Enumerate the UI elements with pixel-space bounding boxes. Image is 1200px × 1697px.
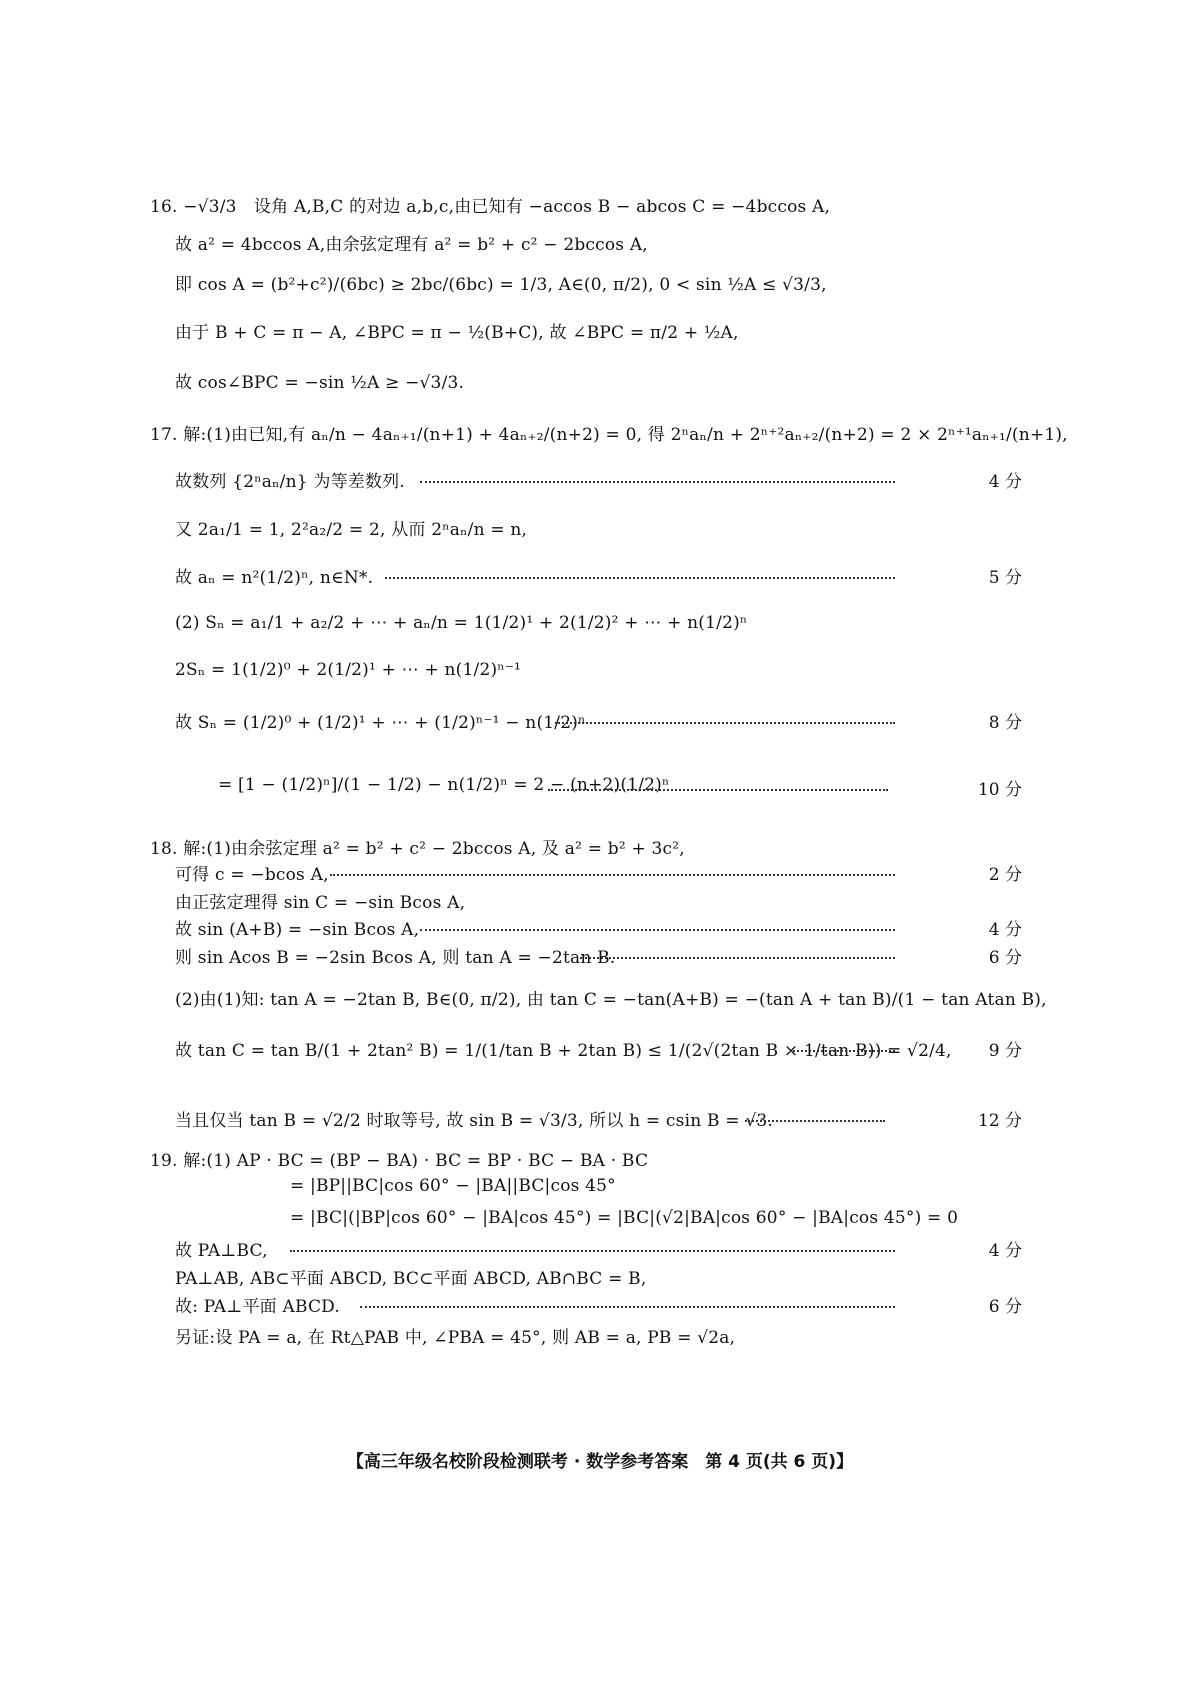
- p18-leader-2: [420, 929, 895, 931]
- p18-leader-4: [790, 1050, 895, 1052]
- p17-line-1: 17. 解:(1)由已知,有 aₙ/n − 4aₙ₊₁/(n+1) + 4aₙ₊₂/(n+2) = 0, 得 2ⁿaₙ/n + 2ⁿ⁺²aₙ₊₂/(n+2) = 2 × 2ⁿ⁺¹aₙ₊₁/(n+1),: [150, 425, 1068, 445]
- p18-leader-1: [330, 874, 895, 876]
- p17-line-4: 故 aₙ = n²(1/2)ⁿ, n∈N*.: [175, 568, 374, 588]
- p18-line-6: (2)由(1)知: tan A = −2tan B, B∈(0, π/2), 由 tan C = −tan(A+B) = −(tan A + tan B)/(1 − tan Atan B),: [175, 990, 1047, 1010]
- p18-leader-3: [580, 957, 895, 959]
- p18-score-4: 9 分: [988, 1041, 1022, 1061]
- p18-score-2: 4 分: [988, 920, 1022, 940]
- p16-line-5: 故 cos∠BPC = −sin ½A ≥ −√3/3.: [175, 373, 465, 393]
- p17-leader-3: [555, 722, 895, 724]
- p19-line-1: 19. 解:(1) AP · BC = (BP − BA) · BC = BP · BC − BA · BC: [150, 1151, 649, 1171]
- p18-line-7: 故 tan C = tan B/(1 + 2tan² B) = 1/(1/tan B + 2tan B) ≤ 1/(2√(2tan B × 1/tan B)) = √2/4,: [175, 1041, 952, 1061]
- p17-line-2: 故数列 {2ⁿaₙ/n} 为等差数列.: [175, 472, 405, 492]
- p17-line-8: = [1 − (1/2)ⁿ]/(1 − 1/2) − n(1/2)ⁿ = 2 − (n+2)(1/2)ⁿ: [218, 775, 670, 795]
- p17-line-3: 又 2a₁/1 = 1, 2²a₂/2 = 2, 从而 2ⁿaₙ/n = n,: [175, 520, 528, 540]
- p18-score-5: 12 分: [977, 1111, 1022, 1131]
- p19-line-7: 另证:设 PA = a, 在 Rt△PAB 中, ∠PBA = 45°, 则 AB = a, PB = √2a,: [175, 1328, 736, 1348]
- p19-line-2: = |BP||BC|cos 60° − |BA||BC|cos 45°: [290, 1176, 616, 1196]
- p18-line-1: 18. 解:(1)由余弦定理 a² = b² + c² − 2bccos A, 及 a² = b² + 3c²,: [150, 839, 685, 859]
- p19-leader-1: [290, 1250, 895, 1252]
- p19-line-5: PA⊥AB, AB⊂平面 ABCD, BC⊂平面 ABCD, AB∩BC = B,: [175, 1269, 647, 1289]
- p19-score-1: 4 分: [988, 1241, 1022, 1261]
- p19-line-3: = |BC|(|BP|cos 60° − |BA|cos 45°) = |BC|(√2|BA|cos 60° − |BA|cos 45°) = 0: [290, 1208, 959, 1228]
- p18-leader-5: [745, 1120, 885, 1122]
- p18-score-1: 2 分: [988, 865, 1022, 885]
- p18-line-5: 则 sin Acos B = −2sin Bcos A, 则 tan A = −2tan B.: [175, 948, 616, 968]
- page-footer: 【高三年级名校阶段检测联考 · 数学参考答案 第 4 页(共 6 页)】: [346, 1452, 854, 1472]
- p17-leader-4: [548, 789, 888, 791]
- p16-line-3: 即 cos A = (b²+c²)/(6bc) ≥ 2bc/(6bc) = 1/3, A∈(0, π/2), 0 < sin ½A ≤ √3/3,: [175, 275, 827, 295]
- p17-score-2: 5 分: [988, 568, 1022, 588]
- p18-line-8: 当且仅当 tan B = √2/2 时取等号, 故 sin B = √3/3, 所以 h = csin B = √3.: [175, 1111, 773, 1131]
- p17-leader-1: [420, 481, 895, 483]
- p19-leader-2: [360, 1306, 895, 1308]
- p18-score-3: 6 分: [988, 948, 1022, 968]
- p19-line-4: 故 PA⊥BC,: [175, 1241, 268, 1261]
- p17-line-7: 故 Sₙ = (1/2)⁰ + (1/2)¹ + ⋯ + (1/2)ⁿ⁻¹ − n(1/2)ⁿ: [175, 713, 586, 733]
- p19-line-6: 故: PA⊥平面 ABCD.: [175, 1297, 340, 1317]
- p17-leader-2: [385, 577, 895, 579]
- p17-line-5: (2) Sₙ = a₁/1 + a₂/2 + ⋯ + aₙ/n = 1(1/2)¹ + 2(1/2)² + ⋯ + n(1/2)ⁿ: [175, 613, 748, 633]
- p17-score-1: 4 分: [988, 472, 1022, 492]
- p18-line-2: 可得 c = −bcos A,: [175, 865, 329, 885]
- p18-line-4: 故 sin (A+B) = −sin Bcos A,: [175, 920, 420, 940]
- p16-line-2: 故 a² = 4bccos A,由余弦定理有 a² = b² + c² − 2bccos A,: [175, 235, 648, 255]
- p16-line-4: 由于 B + C = π − A, ∠BPC = π − ½(B+C), 故 ∠BPC = π/2 + ½A,: [175, 323, 739, 343]
- p19-score-2: 6 分: [988, 1297, 1022, 1317]
- p16-line-1: 16. −√3/3 设角 A,B,C 的对边 a,b,c,由已知有 −accos B − abcos C = −4bccos A,: [150, 197, 831, 217]
- p17-score-3: 8 分: [988, 713, 1022, 733]
- p18-line-3: 由正弦定理得 sin C = −sin Bcos A,: [175, 893, 466, 913]
- p17-score-4: 10 分: [977, 780, 1022, 800]
- p17-line-6: 2Sₙ = 1(1/2)⁰ + 2(1/2)¹ + ⋯ + n(1/2)ⁿ⁻¹: [175, 660, 522, 680]
